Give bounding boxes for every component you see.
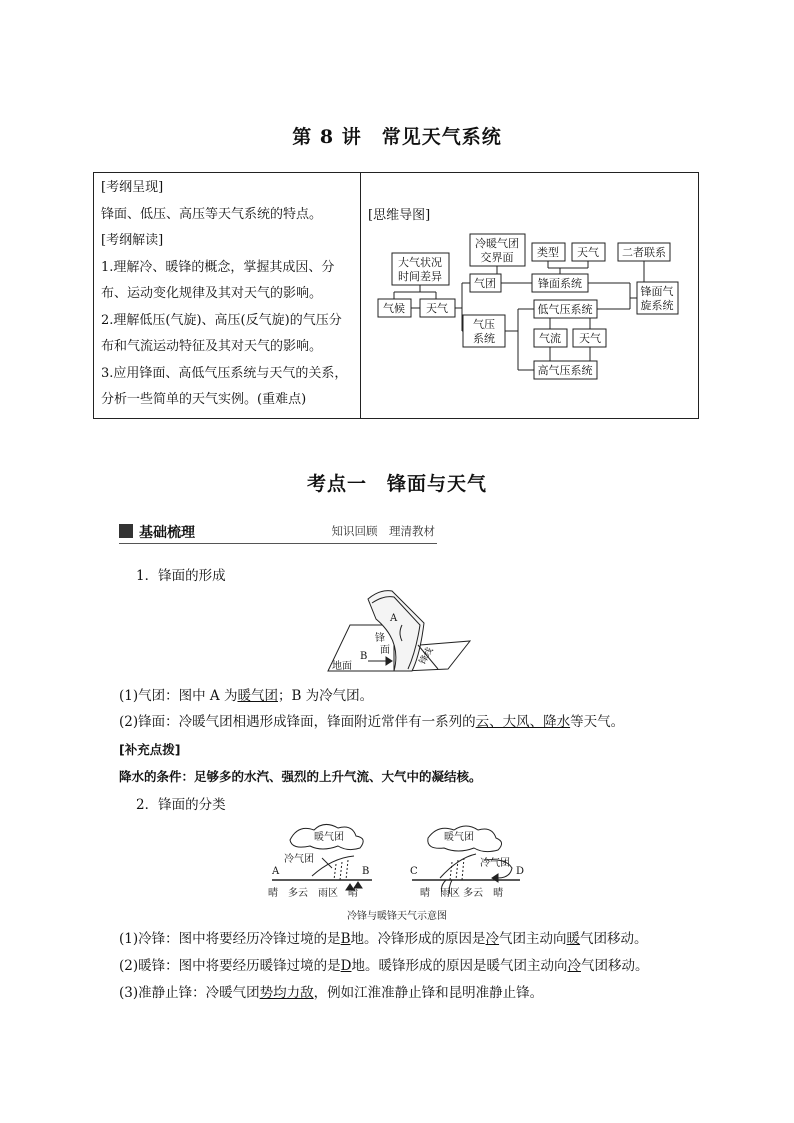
mm-node-climate: 气候 — [383, 302, 405, 315]
fig2-right-c: C — [410, 866, 418, 877]
mm-node-atmosphere: 大气状况 — [398, 256, 442, 269]
front-formation-diagram — [320, 585, 480, 675]
section-bar — [119, 522, 437, 544]
fig1-label-ground: 地面 — [332, 661, 352, 672]
mm-node-weather-2: 天气 — [577, 246, 599, 259]
para-text: 气团移动。 — [580, 958, 649, 974]
para-text: 地。冷锋形成的原因是 — [350, 931, 486, 947]
fig2-right-warm: 暖气团 — [444, 832, 474, 843]
outline-label-present: [考纲呈现] — [101, 180, 164, 195]
heading-front-formation: 1．锋面的形成 — [136, 568, 226, 584]
fig1-label-mian: 面 — [380, 645, 390, 656]
mm-node-type: 类型 — [537, 246, 559, 259]
front-formation-figure — [320, 585, 480, 679]
page-title: 第 8 讲 常见天气系统 — [292, 126, 502, 148]
answer-cold-2: 冷 — [567, 958, 581, 974]
mm-node-low-pressure: 低气压系统 — [537, 303, 593, 316]
mm-node-cyclone-system: 旋系统 — [640, 299, 674, 312]
fig2-left-cold: 冷气团 — [284, 854, 314, 865]
mm-node-interface: 交界面 — [480, 251, 514, 264]
answer-warm: 暖 — [566, 931, 581, 947]
fig1-label-feng: 锋 — [375, 633, 385, 644]
para-air-mass — [119, 686, 373, 706]
fig2-right-bottom: 晴 雨区 多云 晴 — [420, 888, 504, 899]
mm-node-airflow: 气流 — [539, 332, 561, 345]
para-text: (2)暖锋：图中将要经历暖锋过境的是 — [119, 958, 341, 974]
outline-line: 分析一些简单的天气实例。(重难点) — [101, 392, 307, 407]
answer-location-d: D — [340, 958, 352, 974]
fig2-right-cold: 冷气团 — [480, 858, 510, 869]
figure-caption: 冷锋与暖锋天气示意图 — [347, 911, 447, 922]
answer-weather: 云、大风、降水 — [475, 714, 571, 730]
para-text: 等天气。 — [570, 714, 625, 730]
answer-balanced: 势均力敌 — [259, 985, 314, 1001]
fig1-label-a: A — [390, 613, 398, 624]
outline-line: 布和气流运动特征及其对天气的影响。 — [101, 339, 323, 354]
mindmap-label: [思维导图] — [368, 208, 431, 223]
outline-line: 布、运动变化规律及其对天气的影响。 — [101, 286, 323, 301]
cold-warm-front-figure — [262, 818, 532, 912]
mindmap-diagram — [0, 0, 794, 420]
mm-node-front-system: 锋面系统 — [538, 277, 582, 290]
mm-node-air-masses: 冷暖气团 — [475, 237, 519, 250]
answer-cold: 冷 — [485, 931, 500, 947]
mm-node-front-cyclone: 锋面气 — [640, 285, 674, 298]
section-bar-subtitle: 知识回顾 理清教材 — [331, 524, 435, 538]
outline-line: 2.理解低压(气旋)、高压(反气旋)的气压分 — [101, 312, 342, 328]
mm-node-high-pressure: 高气压系统 — [537, 364, 593, 377]
para-text: (1)气团：图中 A 为 — [119, 688, 238, 704]
para-text: 气团主动向 — [499, 931, 567, 947]
outline-label-explain: [考纲解读] — [101, 233, 164, 248]
fig2-left-warm: 暖气团 — [314, 832, 344, 843]
fig2-right-d: D — [516, 866, 525, 877]
mm-node-relation: 二者联系 — [622, 246, 666, 259]
mm-node-weather-3: 天气 — [579, 332, 601, 345]
para-cold-front — [119, 929, 648, 949]
mm-node-air-mass: 气团 — [474, 277, 496, 290]
mm-node-system: 系统 — [473, 332, 495, 345]
section-bar-title: 基础梳理 — [139, 525, 195, 541]
fig1-label-b: B — [360, 651, 368, 662]
outline-line: 1.理解冷、暖锋的概念，掌握其成因、分 — [101, 259, 335, 275]
para-text: ，例如江淮准静止锋和昆明准静止锋。 — [313, 985, 544, 1001]
para-text: 地。暖锋形成的原因是暖气团主动向 — [351, 958, 568, 974]
outline-line: 3.应用锋面、高低气压系统与天气的关系， — [101, 365, 348, 381]
para-warm-front — [119, 956, 648, 976]
para-text: ；B 为冷气团。 — [277, 688, 374, 704]
section-heading: 考点一 锋面与天气 — [306, 473, 487, 495]
cold-warm-front-diagram — [262, 818, 532, 908]
para-stationary-front — [119, 983, 543, 1003]
section-bar-line — [119, 543, 437, 544]
heading-front-types: 2．锋面的分类 — [136, 797, 226, 813]
supplement-text: 降水的条件：足够多的水汽、强烈的上升气流、大气中的凝结核。 — [119, 769, 482, 784]
mm-node-pressure: 气压 — [473, 318, 495, 331]
fig1-label-front-line: 锋线 — [417, 645, 436, 667]
fig2-left-bottom: 晴 多云 雨区 晴 — [268, 888, 358, 899]
para-front — [119, 712, 624, 732]
mm-node-weather: 天气 — [426, 302, 448, 315]
mindmap — [0, 0, 794, 424]
para-text: (3)准静止锋：冷暖气团 — [119, 985, 260, 1001]
mm-node-time-diff: 时间差异 — [398, 270, 442, 283]
fig2-left-b: B — [362, 866, 370, 877]
para-text: (2)锋面：冷暖气团相遇形成锋面，锋面附近常伴有一系列的 — [119, 714, 476, 730]
answer-warm-air-mass: 暖气团 — [237, 688, 278, 704]
para-text: (1)冷锋：图中将要经历冷锋过境的是 — [119, 931, 341, 947]
square-icon — [119, 524, 133, 538]
supplement-label: [补充点拨] — [119, 742, 181, 757]
outline-text-present: 锋面、低压、高压等天气系统的特点。 — [101, 206, 323, 222]
answer-location-b: B — [340, 931, 351, 947]
para-text: 气团移动。 — [580, 931, 648, 947]
fig2-left-a: A — [272, 866, 280, 877]
